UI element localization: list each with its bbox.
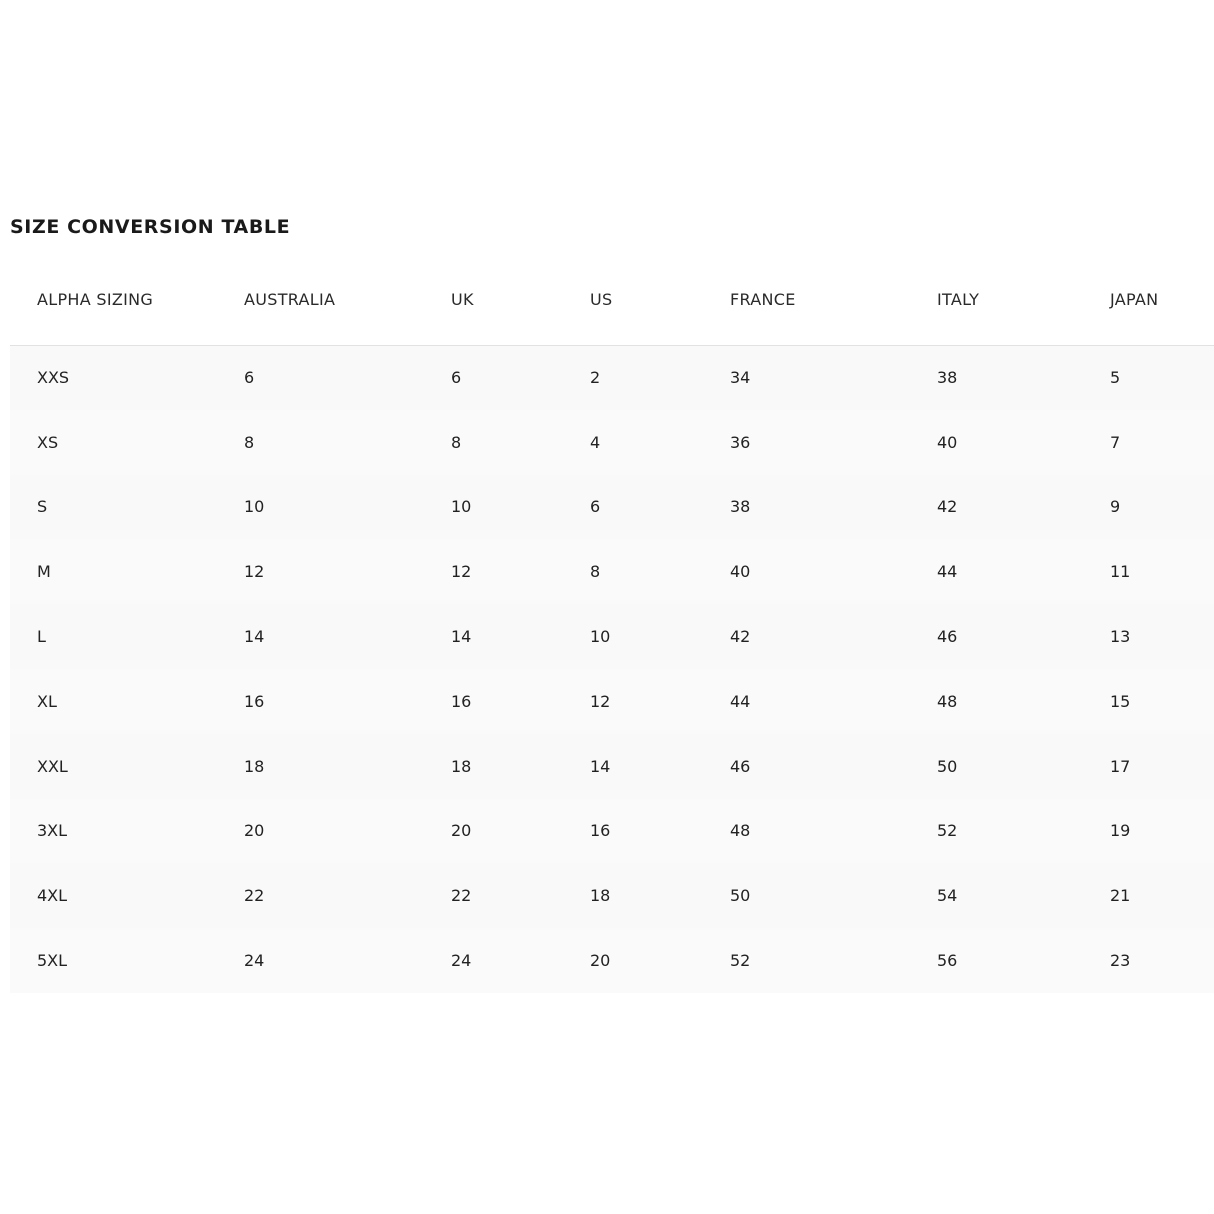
- cell-italy: 54: [937, 886, 958, 906]
- cell-us: 10: [590, 627, 611, 647]
- cell-italy: 38: [937, 368, 958, 388]
- cell-uk: 20: [451, 821, 472, 841]
- cell-alpha-sizing: 3XL: [37, 821, 68, 841]
- cell-alpha-sizing: L: [37, 627, 46, 647]
- cell-france: 42: [730, 627, 751, 647]
- column-header-italy: ITALY: [910, 255, 1083, 345]
- cell-france: 34: [730, 368, 751, 388]
- cell-uk: 14: [451, 627, 472, 647]
- column-header-japan: JAPAN: [1083, 255, 1214, 345]
- cell-japan: 9: [1110, 497, 1121, 517]
- cell-uk: 10: [451, 497, 472, 517]
- cell-uk: 16: [451, 691, 472, 711]
- cell-italy: 42: [937, 497, 958, 517]
- cell-uk: 12: [451, 562, 472, 582]
- column-header-australia: AUSTRALIA: [217, 255, 424, 345]
- cell-japan: 11: [1110, 562, 1131, 582]
- cell-france: 38: [730, 497, 751, 517]
- cell-us: 14: [590, 756, 611, 776]
- table-body: [10, 345, 1214, 993]
- cell-france: 50: [730, 886, 751, 906]
- cell-alpha-sizing: 4XL: [37, 886, 68, 906]
- cell-us: 8: [590, 562, 601, 582]
- cell-uk: 22: [451, 886, 472, 906]
- column-header-us: US: [563, 255, 703, 345]
- cell-japan: 23: [1110, 951, 1131, 971]
- cell-australia: 6: [244, 368, 255, 388]
- cell-australia: 16: [244, 691, 265, 711]
- cell-italy: 50: [937, 756, 958, 776]
- cell-france: 48: [730, 821, 751, 841]
- page-title: SIZE CONVERSION TABLE: [10, 216, 291, 238]
- cell-alpha-sizing: 5XL: [37, 951, 68, 971]
- cell-france: 46: [730, 756, 751, 776]
- cell-alpha-sizing: S: [37, 497, 48, 517]
- cell-italy: 56: [937, 951, 958, 971]
- cell-australia: 10: [244, 497, 265, 517]
- table-header: [10, 255, 1214, 345]
- cell-italy: 52: [937, 821, 958, 841]
- cell-japan: 13: [1110, 627, 1131, 647]
- cell-us: 18: [590, 886, 611, 906]
- cell-us: 6: [590, 497, 601, 517]
- cell-italy: 46: [937, 627, 958, 647]
- cell-australia: 18: [244, 756, 265, 776]
- cell-italy: 48: [937, 691, 958, 711]
- table-row: [10, 539, 1214, 604]
- header-row: [10, 255, 1214, 345]
- cell-australia: 14: [244, 627, 265, 647]
- table-row: [10, 734, 1214, 799]
- cell-us: 20: [590, 951, 611, 971]
- cell-uk: 18: [451, 756, 472, 776]
- cell-france: 36: [730, 432, 751, 452]
- cell-japan: 7: [1110, 432, 1121, 452]
- table-row: [10, 669, 1214, 734]
- cell-australia: 8: [244, 432, 255, 452]
- cell-japan: 21: [1110, 886, 1131, 906]
- table-row: [10, 475, 1214, 540]
- cell-alpha-sizing: XS: [37, 432, 59, 452]
- cell-alpha-sizing: XXL: [37, 756, 68, 776]
- table-row: [10, 410, 1214, 475]
- cell-australia: 20: [244, 821, 265, 841]
- cell-italy: 40: [937, 432, 958, 452]
- cell-alpha-sizing: M: [37, 562, 51, 582]
- cell-us: 12: [590, 691, 611, 711]
- cell-alpha-sizing: XL: [37, 691, 57, 711]
- cell-australia: 24: [244, 951, 265, 971]
- cell-alpha-sizing: XXS: [37, 368, 70, 388]
- table-row: [10, 863, 1214, 928]
- table-row: [10, 799, 1214, 864]
- cell-france: 44: [730, 691, 751, 711]
- cell-uk: 8: [451, 432, 462, 452]
- cell-france: 40: [730, 562, 751, 582]
- cell-us: 4: [590, 432, 601, 452]
- cell-japan: 5: [1110, 368, 1121, 388]
- cell-japan: 15: [1110, 691, 1131, 711]
- table-row: [10, 345, 1214, 410]
- cell-australia: 22: [244, 886, 265, 906]
- cell-us: 2: [590, 368, 601, 388]
- cell-uk: 24: [451, 951, 472, 971]
- column-header-alpha-sizing: ALPHA SIZING: [10, 255, 217, 345]
- table-row: [10, 928, 1214, 993]
- size-conversion-table: [10, 255, 1214, 993]
- cell-uk: 6: [451, 368, 462, 388]
- cell-italy: 44: [937, 562, 958, 582]
- cell-us: 16: [590, 821, 611, 841]
- table-row: [10, 604, 1214, 669]
- cell-japan: 19: [1110, 821, 1131, 841]
- cell-france: 52: [730, 951, 751, 971]
- cell-japan: 17: [1110, 756, 1131, 776]
- column-header-france: FRANCE: [703, 255, 910, 345]
- column-header-uk: UK: [424, 255, 563, 345]
- cell-australia: 12: [244, 562, 265, 582]
